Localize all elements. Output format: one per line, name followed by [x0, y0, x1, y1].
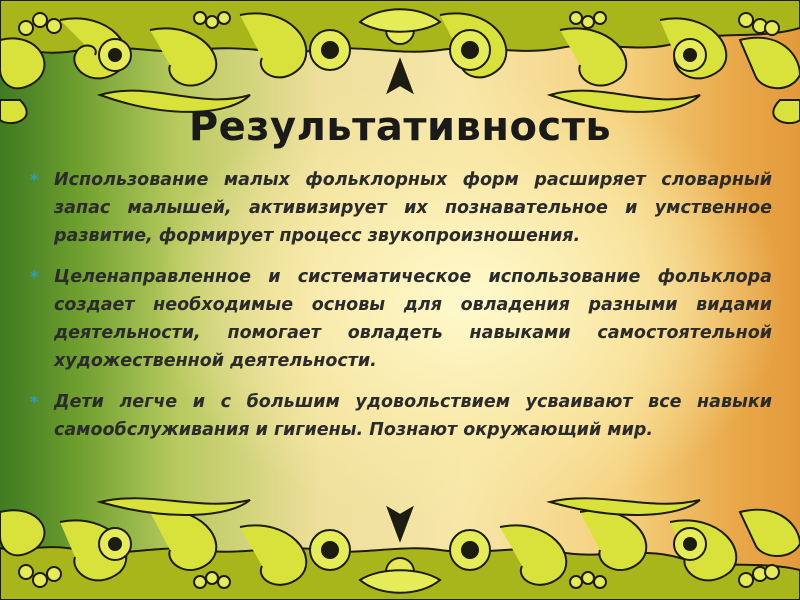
bullet-item [28, 166, 772, 250]
bullet-item [28, 263, 772, 375]
bullet-marker-icon: * [30, 170, 39, 189]
bullet-text: Целенаправленное и систематическое использование фольклора создает необходимые основы для овладения разными видами деятельности, помогает овладеть навыками самостоятельной художественной деятельности. [54, 267, 772, 371]
bullet-list [28, 166, 772, 457]
bullet-text: Использование малых фольклорных форм расширяет словарный запас малышей, активизирует их познавательное и умственное развитие, формирует процесс звукопроизношения. [54, 170, 772, 246]
slide-title: Результативность [188, 104, 612, 150]
bullet-text: Дети легче и с большим удовольствием усваивают все навыки самообслуживания и гигиены. Познают окружающий мир. [54, 392, 772, 440]
bullet-marker-icon: * [30, 392, 39, 411]
bullet-item [28, 388, 772, 444]
bullet-marker-icon: * [30, 267, 39, 286]
bottom-ornament-border [0, 482, 800, 600]
